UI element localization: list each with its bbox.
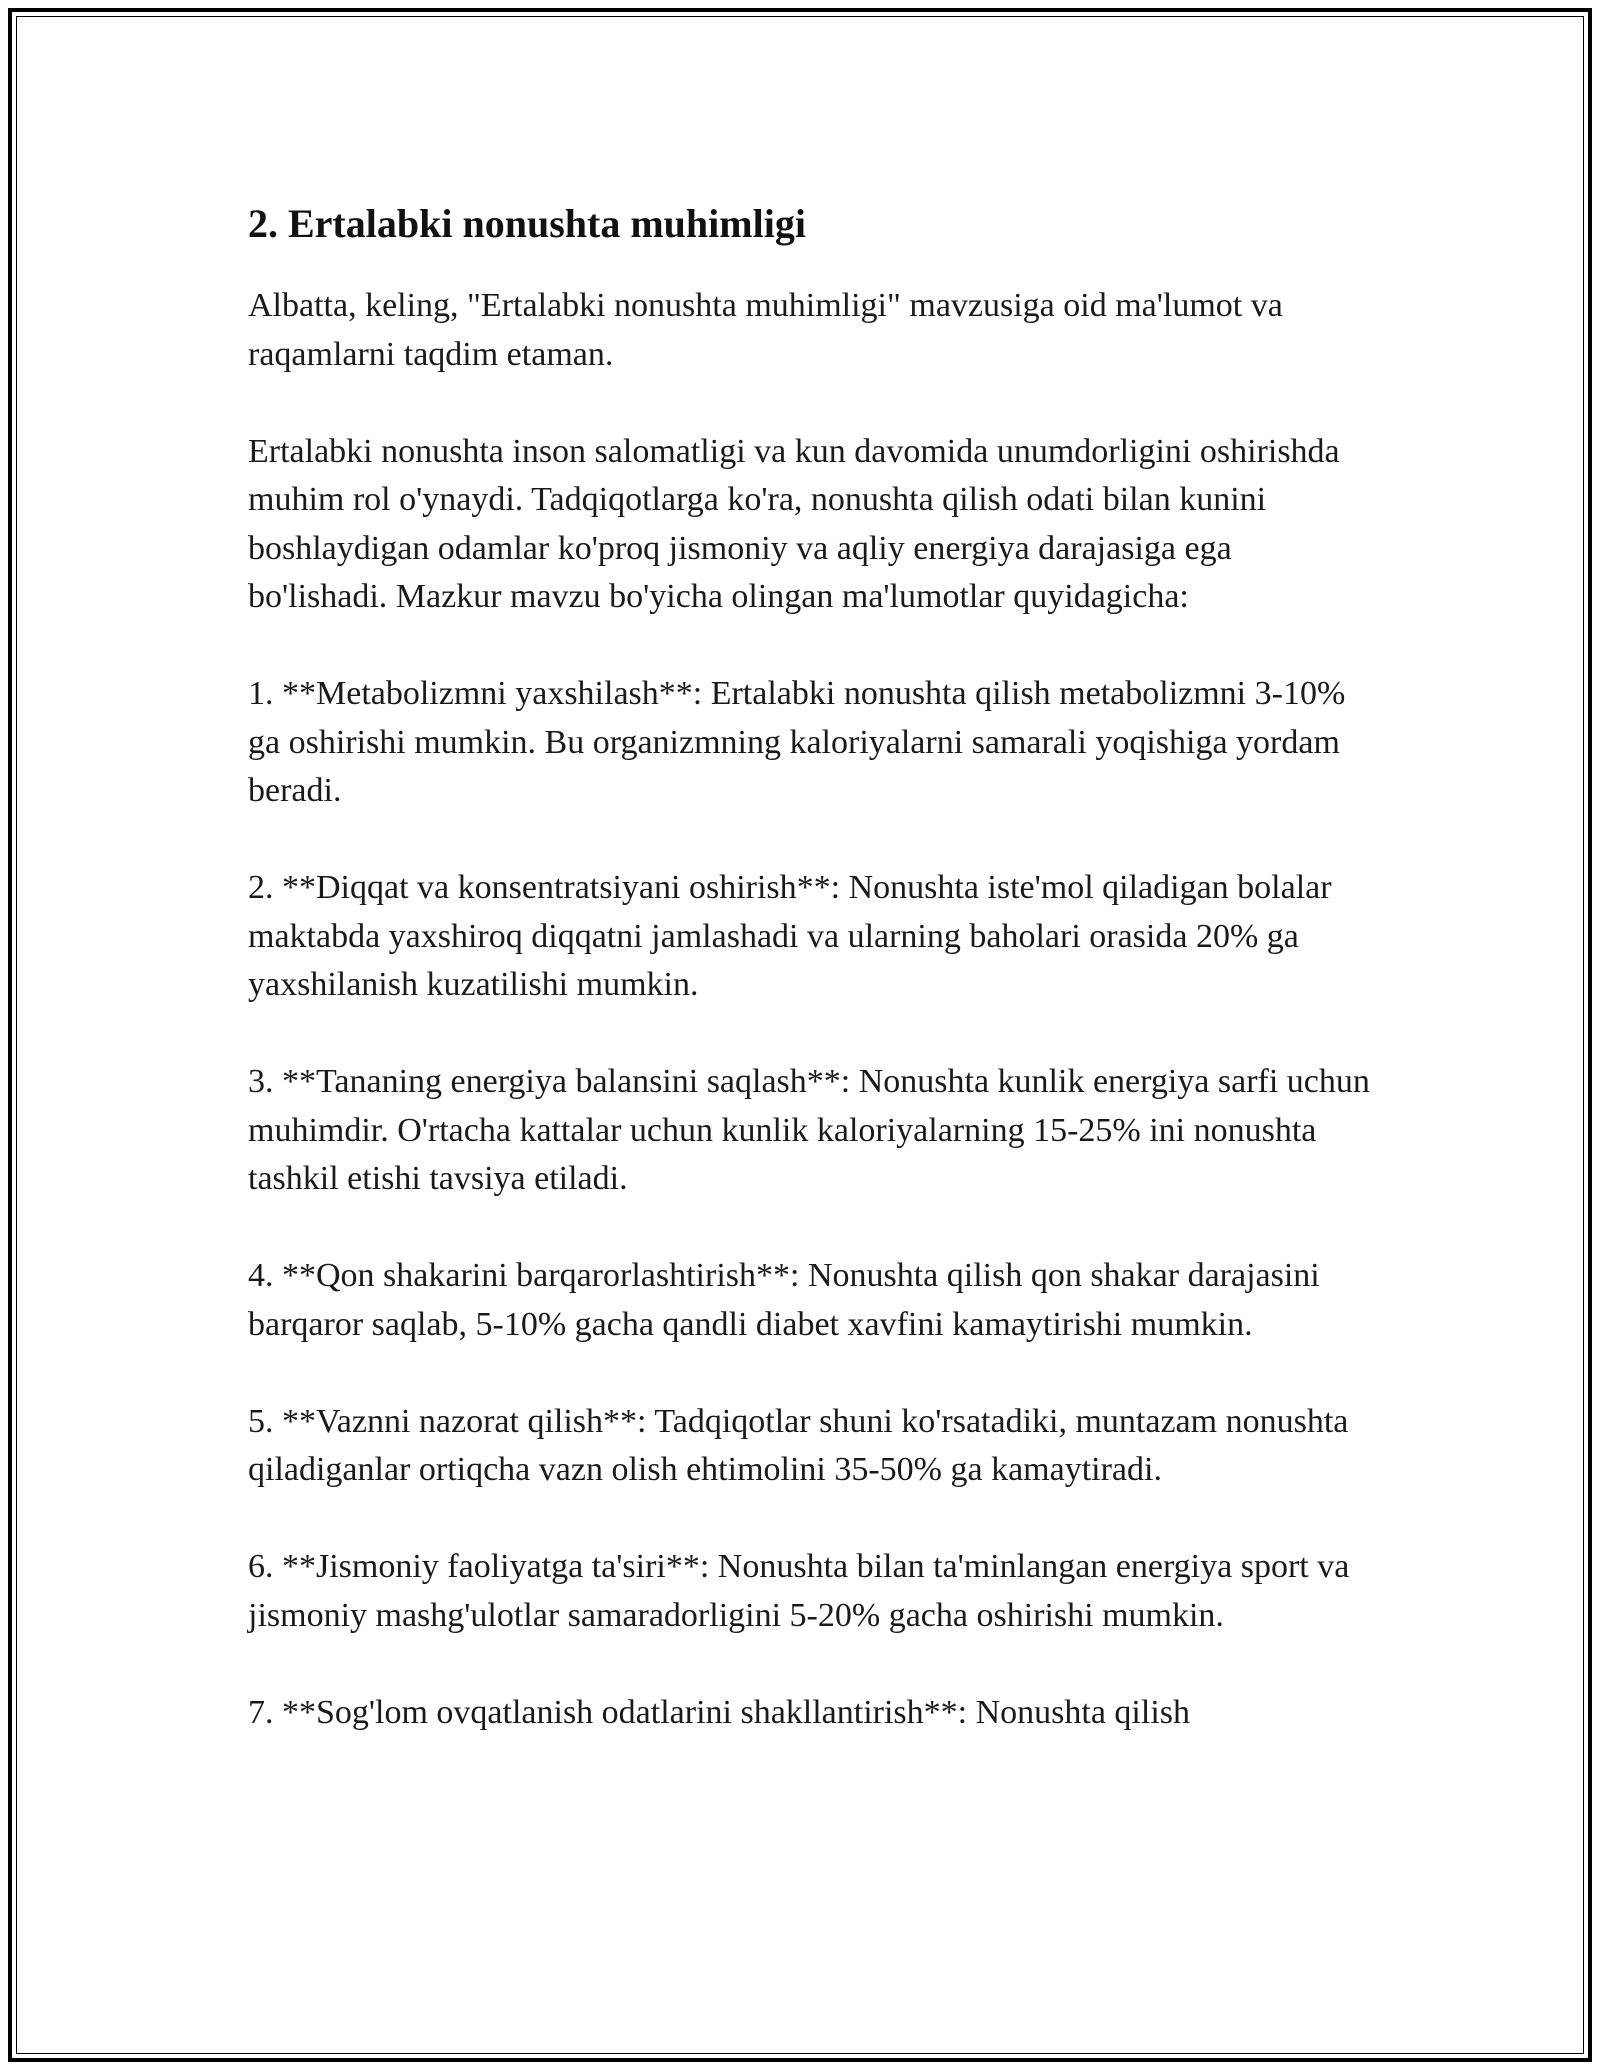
section-heading: 2. Ertalabki nonushta muhimligi [248,201,806,246]
list-item-healthy-habits: 7. **Sog'lom ovqatlanish odatlarini shakllantirish**: Nonushta qilish [248,1693,1191,1731]
list-item-metabolism: 1. **Metabolizmni yaxshilash**: Ertalabki nonushta qilish metabolizmni 3-10% ga oshirishi mumkin. Bu organizmning kaloriyalarni samarali yoqishiga yordam beradi. [248,675,1346,809]
list-item-concentration: 2. **Diqqat va konsentratsiyani oshirish**: Nonushta iste'mol qiladigan bolalar maktabda yaxshiroq diqqatni jamlashadi va ularning baholari orasida 20% ga yaxshilanish kuzatilishi mumkin. [248,869,1332,1003]
overview-paragraph: Ertalabki nonushta inson salomatligi va kun davomida unumdorligini oshirishda muhim rol o'ynaydi. Tadqiqotlarga ko'ra, nonushta qilish odati bilan kunini boshlaydigan odamlar ko'proq jismoniy va aqliy energiya darajasiga ega bo'lishadi. Mazkur mavzu bo'yicha olingan ma'lumotlar quyidagicha: [248,432,1340,615]
list-item-blood-sugar: 4. **Qon shakarini barqarorlashtirish**: Nonushta qilish qon shakar darajasini barqaror saqlab, 5-10% gacha qandli diabet xavfini kamaytirishi mumkin. [248,1257,1320,1343]
document-body [248,192,1378,1737]
list-item-energy-balance: 3. **Tananing energiya balansini saqlash**: Nonushta kunlik energiya sarfi uchun muhimdir. O'rtacha kattalar uchun kunlik kaloriyalarning 15-25% ini nonushta tashkil etishi tavsiya etiladi. [248,1063,1370,1197]
intro-paragraph: Albatta, keling, "Ertalabki nonushta muhimligi" mavzusiga oid ma'lumot va raqamlarni taqdim etaman. [248,287,1283,373]
page-frame [8,8,1592,2062]
list-item-physical-activity: 6. **Jismoniy faoliyatga ta'siri**: Nonushta bilan ta'minlangan energiya sport va jismoniy mashg'ulotlar samaradorligini 5-20% gacha oshirishi mumkin. [248,1548,1350,1634]
list-item-weight-control: 5. **Vaznni nazorat qilish**: Tadqiqotlar shuni ko'rsatadiki, muntazam nonushta qiladiganlar ortiqcha vazn olish ehtimolini 35-50% ga kamaytiradi. [248,1402,1349,1488]
